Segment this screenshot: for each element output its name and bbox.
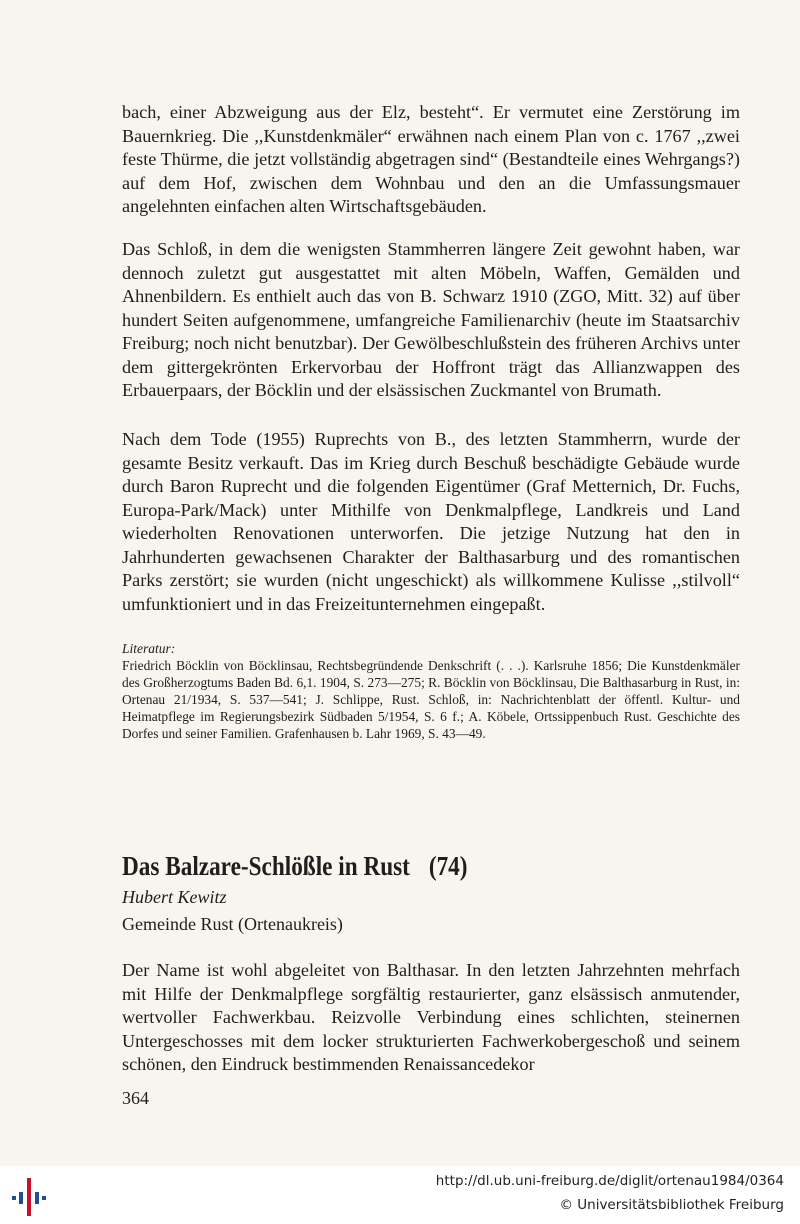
section-number: (74) [428,851,468,881]
body-paragraph: Das Schloß, in dem die wenigsten Stammherren längere Zeit gewohnt haben, war dennoch zuletzt gut ausgestattet mit alten Möbeln, Waffen, Gemälden und Ahnenbildern. Es enthielt auch das von B. Schwarz 1910 (ZGO, Mitt. 32) auf über hundert Seiten aufgenommene, umfangreiche Familienarchiv (heute im Staatsarchiv Freiburg; noch nicht benutzbar). Der Gewölbeschlußstein des früheren Archivs unter dem gittergekrönten Erkervorbau der Hoffront trägt das Allianzwappen des Erbauerpaars, der Böcklin und der elsässischen Zuckmantel von Brumath. [122,239,740,400]
ub-freiburg-logo-icon[interactable] [10,1178,50,1216]
body-paragraph: bach, einer Abzweigung aus der Elz, besteht“. Er vermutet eine Zerstörung im Bauernkrieg. Die ,,Kunstdenkmäler“ erwähnen nach einem Plan von c. 1767 ,,zwei feste Thürme, die jetzt vollständig abgetragen sind“ (Bestandteile eines Wehrgangs?) auf dem Hof, zwischen dem Wohnbau und den an die Umfassungsmauer angelehnten einfachen alten Wirtschaftsgebäuden. [122,102,740,216]
body-paragraph: Nach dem Tode (1955) Ruprechts von B., des letzten Stammherrn, wurde der gesamte Besitz verkauft. Das im Krieg durch Beschuß beschädigte Gebäude wurde durch Baron Ruprecht und die folgenden Eigentümer (Graf Metternich, Dr. Fuchs, Europa-Park/Mack) unter Mithilfe von Denkmalpflege, Landkreis und Land wiederholten Renovationen unterworfen. Die jetzige Nutzung hat den in Jahrhunderten gewachsenen Charakter der Balthasarburg und des romantischen Parks zerstört; sie wurden (nicht ungeschickt) als willkommene Kulisse ,,stilvoll“ umfunktioniert und in das Freizeitunternehmen eingepaßt. [122,429,740,614]
viewer-footer [0,1166,800,1224]
section-title [122,850,468,882]
section-title-text: Das Balzare-Schlößle in Rust [122,851,410,881]
section-paragraph: Der Name ist wohl abgeleitet von Balthasar. In den letzten Jahrzehnten mehrfach mit Hilfe der Denkmalpflege sorgfältig restaurierter, ganz elsässisch anmutender, wertvoller Fachwerkbau. Reizvolle Verbindung eines schlichten, steinernen Untergeschosses mit dem locker strukturierten Fachwerkobergeschoß und seinem schönen, den Eindruck bestimmenden Renaissancedekor [122,960,740,1074]
municipality-line: Gemeinde Rust (Ortenaukreis) [122,914,343,934]
author-name: Hubert Kewitz [122,887,227,907]
copyright-notice: © Universitätsbibliothek Freiburg [559,1197,784,1213]
literature-heading: Literatur: [122,641,176,656]
literature-references: Friedrich Böcklin von Böcklinsau, Rechtsbegründende Denkschrift (. . .). Karlsruhe 1856; Die Kunstdenkmäler des Großherzogtums Baden Bd. 6,1. 1904, S. 273—275; R. Böcklin von Böcklinsau, Die Balthasarburg in Rust, in: Ortenau 21/1934, S. 537—541; J. Schlippe, Rust. Schloß, in: Nachrichtenblatt der öffentl. Kultur- und Heimatpflege im Regierungsbezirk Südbaden 5/1954, S. 6 f.; A. Köbele, Ortssippenbuch Rust. Geschichte des Dorfes und seiner Familien. Grafenhausen b. Lahr 1969, S. 43—49. [122,658,740,741]
page-number: 364 [122,1088,149,1108]
source-url-link[interactable]: http://dl.ub.uni-freiburg.de/diglit/ortenau1984/0364 [435,1173,784,1189]
